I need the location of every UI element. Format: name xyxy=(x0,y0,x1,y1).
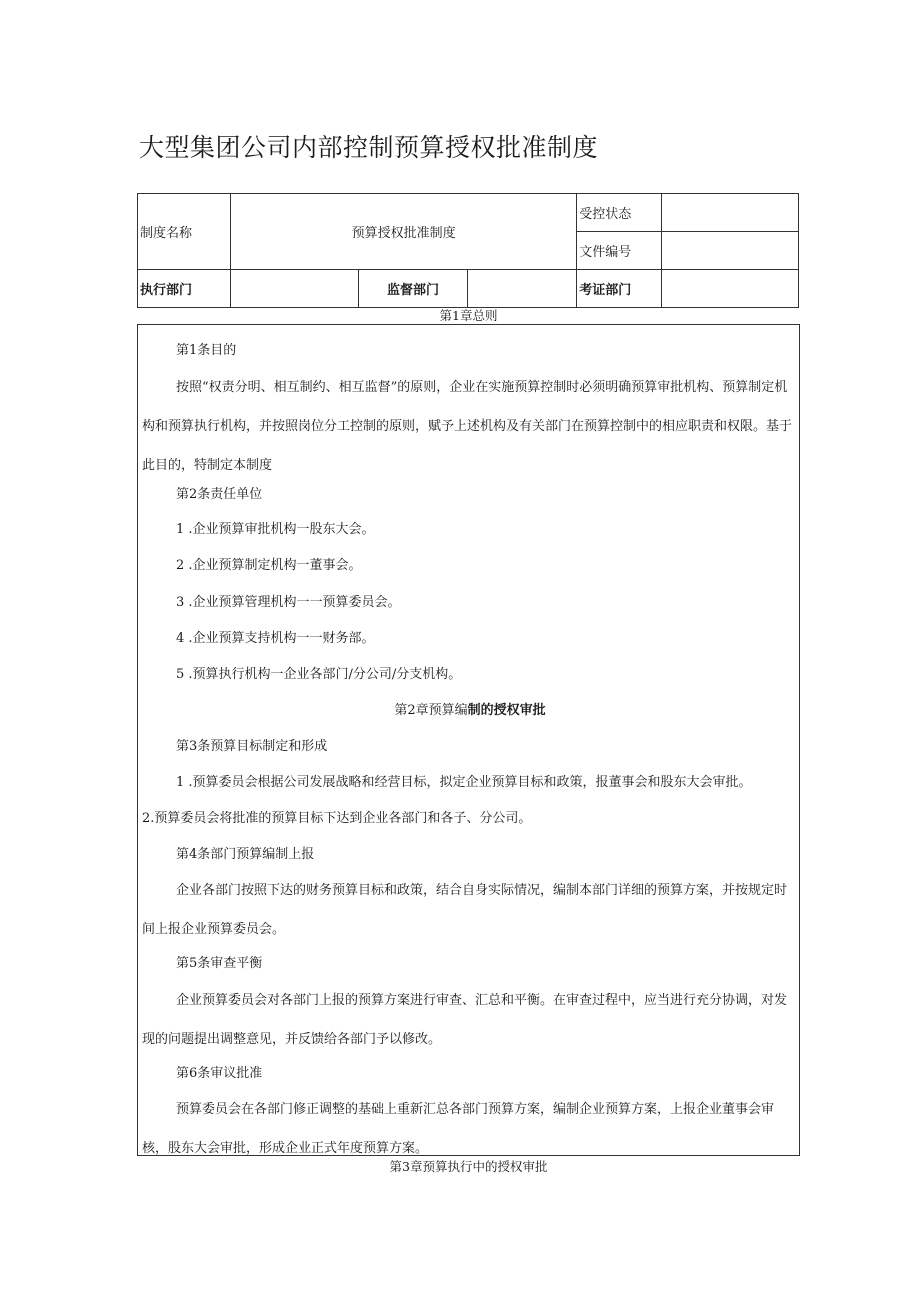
content-box xyxy=(137,324,800,1156)
list-item: 1 .企业预算审批机构一股东大会。 xyxy=(176,522,375,537)
supervise-dept-label: 监督部门 xyxy=(358,270,468,308)
doc-number-value xyxy=(662,232,799,270)
exec-dept-value xyxy=(230,270,358,308)
chapter-1-heading: 第1章总则 xyxy=(439,308,498,323)
exec-dept-label: 执行部门 xyxy=(138,270,231,308)
article-3-item-1: 1 .预算委员会根据公司发展战略和经营目标，拟定企业预算目标和政策，报董事会和股东大会审批。 xyxy=(176,775,752,790)
article-5-body: 企业预算委员会对各部门上报的预算方案进行审查、汇总和平衡。在审查过程中，应当进行充分协调，对发现的问题提出调整意见，并反馈给各部门予以修改。 xyxy=(142,993,788,1047)
article-6-title: 第6条审议批准 xyxy=(176,1066,263,1081)
article-4-body: 企业各部门按照下达的财务预算目标和政策，结合自身实际情况，编制本部门详细的预算方案，并按规定时间上报企业预算委员会。 xyxy=(142,883,788,937)
verify-dept-value xyxy=(662,270,799,308)
meta-row-depts xyxy=(138,270,799,308)
article-6-body: 预算委员会在各部门修正调整的基础上重新汇总各部门预算方案，编制企业预算方案，上报企业董事会审核，股东大会审批，形成企业正式年度预算方案。 xyxy=(142,1102,775,1156)
verify-dept-label: 考证部门 xyxy=(577,270,662,308)
page-title: 大型集团公司内部控制预算授权批准制度 xyxy=(139,133,599,162)
article-4-title: 第4条部门预算编制上报 xyxy=(176,847,315,862)
doc-name-value: 预算授权批准制度 xyxy=(230,194,576,270)
article-5-title: 第5条审查平衡 xyxy=(176,956,263,971)
chapter-2-heading-b: 制的授权审批 xyxy=(467,703,546,718)
article-1-body: 按照“权责分明、相互制约、相互监督”的原则，企业在实施预算控制时必须明确预算审批机构、预算制定机构和预算执行机构，并按照岗位分工控制的原则，赋予上述机构及有关部门在预算控制中的相应职责和权限。基于此目的，特制定本制度 xyxy=(142,380,793,473)
doc-name-label: 制度名称 xyxy=(138,194,231,270)
meta-row-name xyxy=(138,194,799,232)
list-item: 3 .企业预算管理机构一一预算委员会。 xyxy=(176,595,401,610)
list-item: 2 .企业预算制定机构一董事会。 xyxy=(176,558,362,573)
meta-table xyxy=(137,193,799,308)
list-item: 5 .预算执行机构一企业各部门/分公司/分支机构。 xyxy=(176,667,462,682)
chapter-2-heading xyxy=(142,701,798,721)
article-1-title: 第1条目的 xyxy=(176,343,237,358)
chapter-2-heading-a: 第2章预算编 xyxy=(394,703,468,718)
article-3-item-2: 2.预算委员会将批准的预算目标下达到企业各部门和各子、分公司。 xyxy=(142,811,532,826)
control-status-label: 受控状态 xyxy=(577,194,662,232)
article-3-title: 第3条预算目标制定和形成 xyxy=(176,739,328,754)
supervise-dept-value xyxy=(468,270,577,308)
chapter-3-heading: 第3章预算执行中的授权审批 xyxy=(389,1159,548,1174)
control-status-value xyxy=(662,194,799,232)
doc-number-label: 文件编号 xyxy=(577,232,662,270)
list-item: 4 .企业预算支持机构一一财务部。 xyxy=(176,631,375,646)
article-2-title: 第2条责任单位 xyxy=(176,487,263,502)
